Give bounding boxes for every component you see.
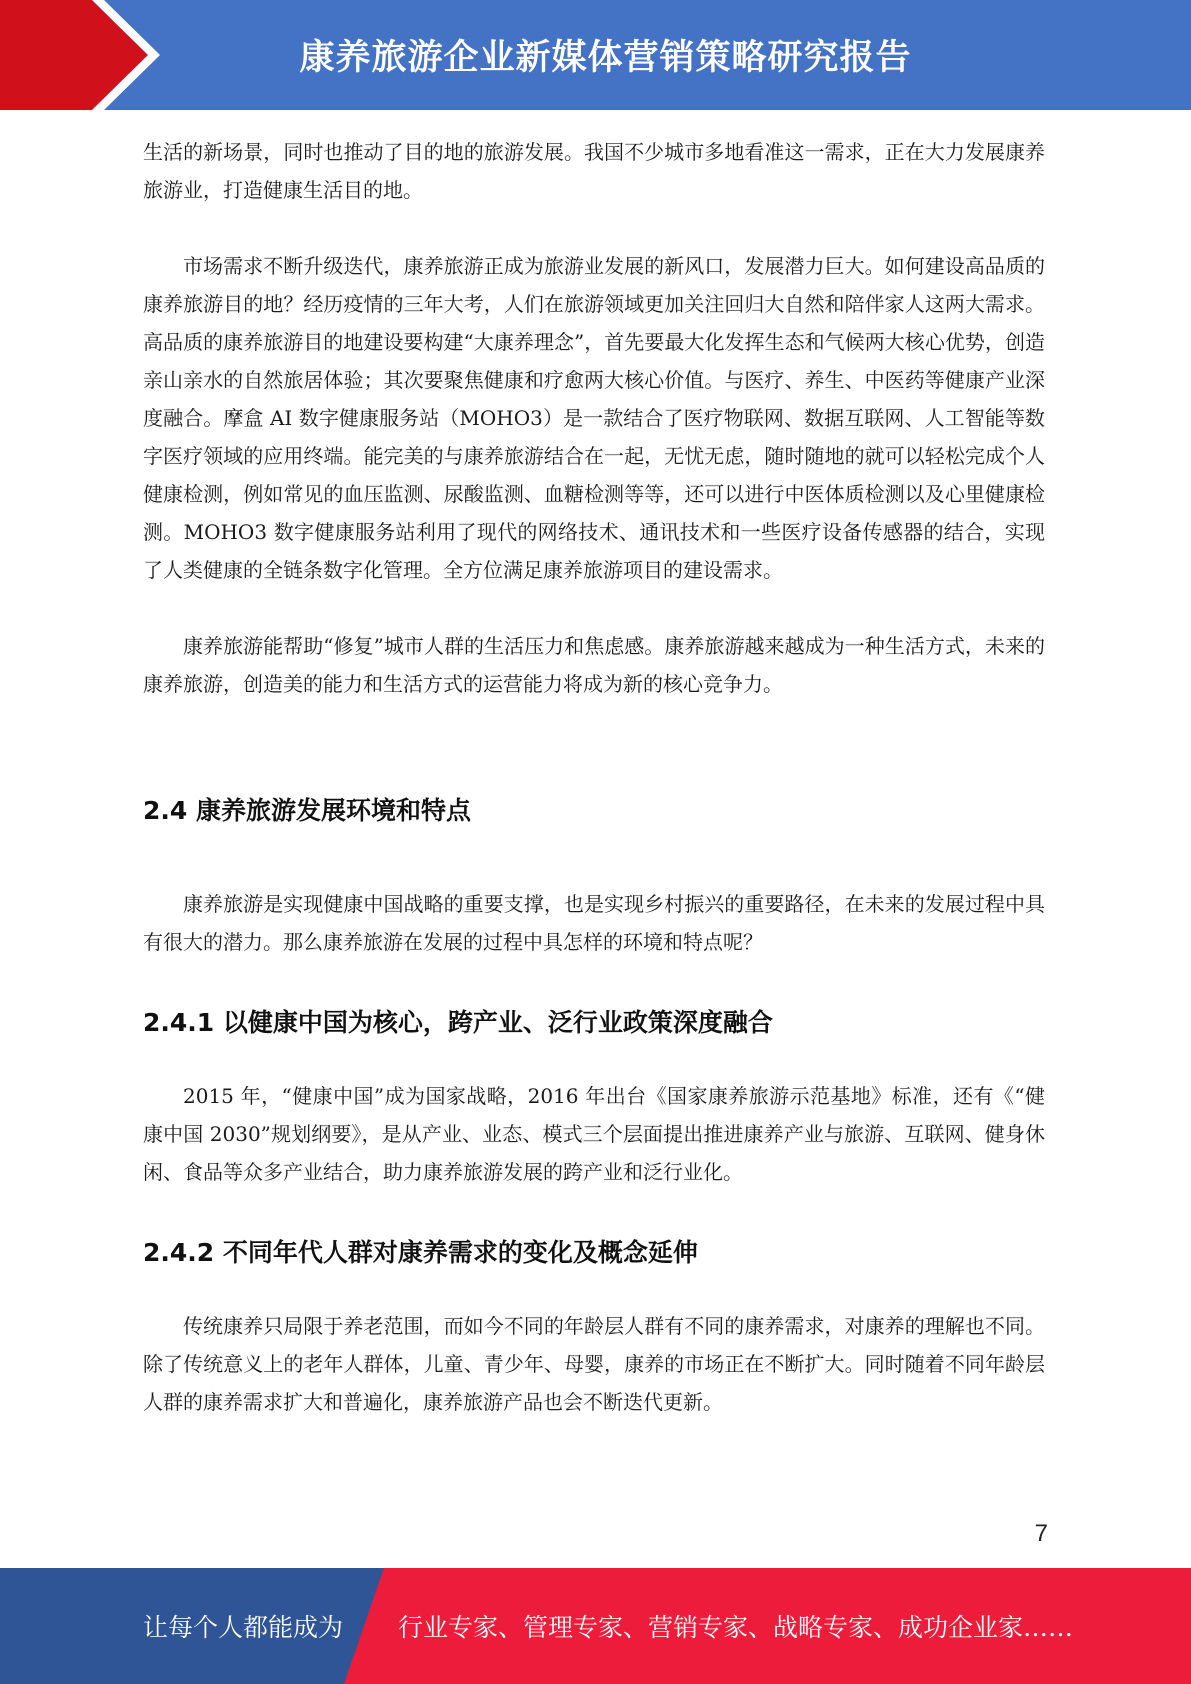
section-heading-2-4-1: 2.4.1 以健康中国为核心，跨产业、泛行业政策深度融合 [143, 1008, 773, 1037]
document-body [143, 133, 1045, 1421]
paragraph-healthy-china: 2015 年，“健康中国”成为国家战略，2016 年出台《国家康养旅游示范基地》标准，还有《“健康中国 2030”规划纲要》，是从产业、业态、模式三个层面提出推进康养产业与旅游、互联网、健身休闲、食品等众多产业结合，助力康养旅游发展的跨产业和泛行业化。 [143, 1084, 1045, 1184]
page-footer [0, 1568, 1191, 1684]
page-number: 7 [1034, 1520, 1048, 1547]
report-title: 康养旅游企业新媒体营销策略研究报告 [299, 38, 912, 78]
paragraph-development-environment: 康养旅游是实现健康中国战略的重要支撑，也是实现乡村振兴的重要路径，在未来的发展过程中具有很大的潜力。那么康养旅游在发展的过程中具怎样的环境和特点呢？ [143, 892, 1045, 954]
paragraph-repair-pressure: 康养旅游能帮助“修复”城市人群的生活压力和焦虑感。康养旅游越来越成为一种生活方式，未来的康养旅游，创造美的能力和生活方式的运营能力将成为新的核心竞争力。 [143, 634, 1045, 696]
section-heading-2-4: 2.4 康养旅游发展环境和特点 [143, 796, 471, 825]
paragraph-continuation: 生活的新场景，同时也推动了目的地的旅游发展。我国不少城市多地看准这一需求，正在大力发展康养旅游业，打造健康生活目的地。 [143, 140, 1045, 202]
section-heading-2-4-2: 2.4.2 不同年代人群对康养需求的变化及概念延伸 [143, 1238, 698, 1267]
paragraph-age-groups: 传统康养只局限于养老范围，而如今不同的年龄层人群有不同的康养需求，对康养的理解也不同。除了传统意义上的老年人群体，儿童、青少年、母婴，康养的市场正在不断扩大。同时随着不同年龄层人群的康养需求扩大和普遍化，康养旅游产品也会不断迭代更新。 [143, 1314, 1045, 1414]
footer-slogan-left: 让每个人都能成为 [143, 1613, 344, 1642]
page-header [0, 0, 1191, 110]
footer-slogan-right: 行业专家、管理专家、营销专家、战略专家、成功企业家…… [398, 1613, 1074, 1642]
paragraph-market-demand: 市场需求不断升级迭代，康养旅游正成为旅游业发展的新风口，发展潜力巨大。如何建设高品质的康养旅游目的地？经历疫情的三年大考，人们在旅游领域更加关注回归大自然和陪伴家人这两大需求。高品质的康养旅游目的地建设要构建“大康养理念”，首先要最大化发挥生态和气候两大核心优势，创造亲山亲水的自然旅居体验；其次要聚焦健康和疗愈两大核心价值。与医疗、养生、中医药等健康产业深度融合。摩盒 AI 数字健康服务站（MOHO3）是一款结合了医疗物联网、数据互联网、人工智能等数字医疗领域的应用终端。能完美的与康养旅游结合在一起，无忧无虑，随时随地的就可以轻松完成个人健康检测，例如常见的血压监测、尿酸监测、血糖检测等等，还可以进行中医体质检测以及心里健康检测。MOHO3 数字健康服务站利用了现代的网络技术、通讯技术和一些医疗设备传感器的结合，实现了人类健康的全链条数字化管理。全方位满足康养旅游项目的建设需求。 [143, 254, 1045, 582]
